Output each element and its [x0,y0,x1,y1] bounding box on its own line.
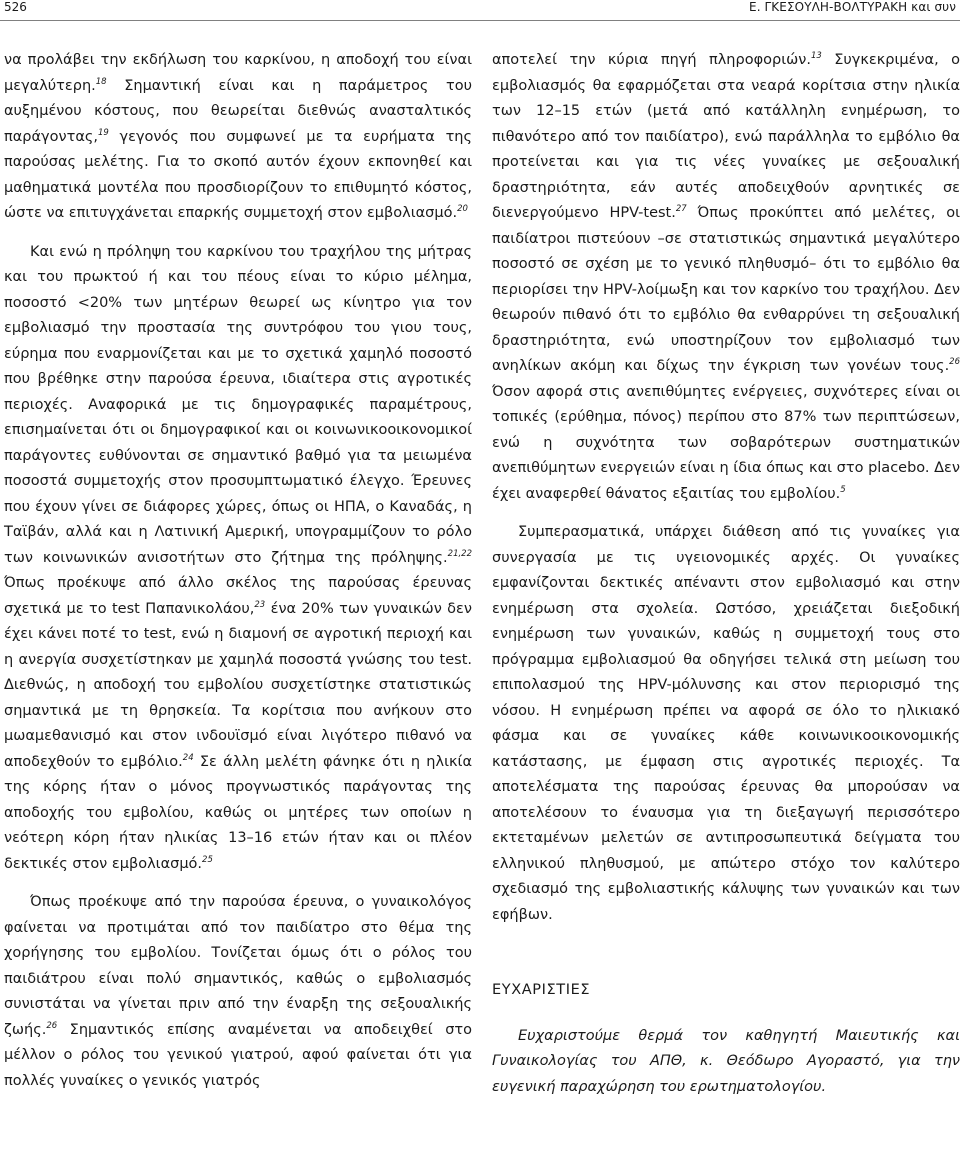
running-head: Ε. ΓΚΕΣΟΥΛΗ-ΒΟΛΤΥΡΑΚΗ και συν [749,0,956,14]
citation: 20 [457,204,468,215]
citation: 26 [46,1020,58,1031]
paragraph: αποτελεί την κύρια πηγή πληροφοριών.$^{13}$ Συγκεκριμένα, ο εμβολιασμός θα εφαρμόζεται στα νεαρά κορίτσια στην ηλικία των 12–15 ετών (μετά από κατάλληλη ενημέρωση, το πιθανότερο από τον παιδίατρο), ενώ παράλληλα το εμβόλιο θα προτείνεται και για τις νέες γυναίκες με σεξουαλική δραστηριότητα, εάν αυτές αποδειχθούν αρνητικές σε διενεργούμενο HPV-test.$^{27}$ Όπως προκύπτει από μελέτες, οι παιδίατροι πιστεύουν –σε στατιστικώς σημαντικά μεγαλύτερο ποσοστό σε σχέση με το γενικό πληθυσμό– ότι το εμβόλιο θα περιορίσει την HPV-λοίμωξη και τον καρκίνο του τραχήλου. Δεν θεωρούν πιθανό ότι το εμβόλιο θα ενθαρρύνει τη σεξουαλική δραστηριότητα, ενώ υποστηρίζουν τον εμβολιασμό των ανηλίκων ακόμη και δίχως την έγκριση των γονέων τους.$^{26}$ Όσον αφορά στις ανεπιθύμητες ενέργειες, συχνότερες είναι οι τοπικές (ερύθημα, πόνος) περίπου στο 87% των περιπτώσεων, ενώ η συχνότητα των σοβαρότερων συστηματικών ανεπιθύμητων ενεργειών είναι η ίδια όπως και στο placebo. Δεν έχει αναφερθεί θάνατος εξαιτίας του εμβολίου.$^5$ [492,51,960,502]
header-rule [0,20,960,21]
citation: 18 [95,76,107,87]
acknowledgements-text: Ευχαριστούμε θερμά τον καθηγητή Μαιευτικής και Γυναικολογίας του ΑΠΘ, κ. Θεόδωρο Αγοραστό, για την ευγενική παραχώρηση του ερωτηματολογίου. [492,1027,960,1095]
citation: 25 [202,854,213,865]
citation: 26 [949,357,960,368]
citation: 27 [675,204,687,215]
citation: 23 [254,599,266,610]
page-number: 526 [4,0,27,14]
paragraph: Όπως προέκυψε από την παρούσα έρευνα, ο γυναικολόγος φαίνεται να προτιμάται από τον παιδίατρο στο θέμα της χορήγησης του εμβολίου. Τονίζεται όμως ότι ο ρόλος του παιδιάτρου είναι πολύ σημαντικός, καθώς ο εμβολιασμός συνιστάται να γίνεται πριν από την έναρξη της σεξουαλικής ζωής.$^{26}$ Σημαντικός επίσης αναμένεται να αποδειχθεί στο μέλλον ο ρόλος του γενικού γιατρού, αφού φαίνεται ότι για πολλές γυναίκες ο γενικός γιατρός [4,894,472,1089]
left-column [4,48,472,1094]
section-heading: ΕΥΧΑΡΙΣΤΙΕΣ [492,982,591,998]
citation: 19 [98,127,109,138]
citation: 5 [840,484,846,495]
citation: 21,22 [447,548,472,559]
citation: 24 [182,752,194,763]
paragraph: Συμπερασματικά, υπάρχει διάθεση από τις γυναίκες για συνεργασία με τις υγειονομικές αρχές. Οι γυναίκες εμφανίζονται δεκτικές απέναντι στον εμβολιασμό και στην ενημέρωση στα σχολεία. Ωστόσο, χρειάζεται διεξοδική ενημέρωση των γυναικών, καθώς η συμμετοχή τους στο πρόγραμμα εμβολιασμού θα οδηγήσει τελικά στη μείωση του επιπολασμού της HPV-μόλυνσης και στον περιορισμό της νόσου. Η ενημέρωση πρέπει να αφορά σε όλο το ηλικιακό φάσμα και σε γυναίκες κάθε κοινωνικοοικονομικής κατάστασης, με έμφαση στις αγροτικές περιοχές. Τα αποτελέσματα της παρούσας έρευνας θα μπορούσαν να αποτελέσουν το έναυσμα για τη διεξαγωγή περισσότερο εκτεταμένων μελετών σε αντιπροσωπευτικά δείγματα του ελληνικού πληθυσμού, με απώτερο στόχο τον καλύτερο σχεδιασμό της εμβολιαστικής κάλυψης των γυναικών και των εφήβων. [492,524,960,923]
paragraph: Και ενώ η πρόληψη του καρκίνου του τραχήλου της μήτρας και του πρωκτού ή και του πέους είναι το κύριο μέλημα, ποσοστό <20% των μητέρων θεωρεί ως κίνητρο για τον εμβολιασμό την προστασία της συντρόφου του γιου τους, εύρημα που εναρμονίζεται και με το σχετικά χαμηλό ποσοστό που βρέθηκε στην παρούσα έρευνα, ιδιαίτερα στις αγροτικές περιοχές. Αναφορικά με τις δημογραφικές παραμέτρους, επισημαίνεται ότι οι δημογραφικοί και οι κοινωνικοοικονομικοί παράγοντες ευθύνονται σε σημαντικό βαθμό για τα μειωμένα ποσοστά συμμετοχής στον προσυμπτωματικό έλεγχο. Έρευνες που έχουν γίνει σε διάφορες χώρες, όπως οι ΗΠΑ, ο Καναδάς, η Ταϊβάν, αλλά και η Λατινική Αμερική, υπογραμμίζουν το ρόλο των κοινωνικών ανισοτήτων στο ζήτημα της πρόληψης.$^{21,22}$ Όπως προέκυψε από άλλο σκέλος της παρούσας έρευνας σχετικά με το test Παπανικολάου,$^{23}$ ένα 20% των γυναικών δεν έχει κάνει ποτέ το test, ενώ η διαμονή σε αγροτική περιοχή και η ανεργία συσχετίστηκαν με χαμηλά ποσοστά γνώσης του test. Διεθνώς, η αποδοχή του εμβολίου συσχετίστηκε στατιστικώς σημαντικά με τη θρησκεία. Τα κορίτσια που ανήκουν στο μωαμεθανισμό και στον ινδουϊσμό είναι λιγότερο πιθανό να αποδεχθούν το εμβόλιο.$^{24}$ Σε άλλη μελέτη φάνηκε ότι η ηλικία της κόρης ήταν ο μόνος προγνωστικός παράγοντας της αποδοχής του εμβολίου, καθώς οι μητέρες των οποίων η νεότερη κόρη ήταν ηλικίας 13–16 ετών ήταν και οι πλέον δεκτικές στον εμβολιασμό.$^{25}$ [4,243,472,872]
paragraph: να προλάβει την εκδήλωση του καρκίνου, η αποδοχή του είναι μεγαλύτερη.$^{18}$ Σημαντική είναι και η παράμετρος του αυξημένου κόστους, που θεωρείται διεθνώς ανασταλτικός παράγοντας,$^{19}$ γεγονός που συμφωνεί με τα ευρήματα της παρούσας μελέτης. Για το σκοπό αυτόν έχουν εκπονηθεί και μαθηματικά μοντέλα που προσδιορίζουν το επιθυμητό κόστος, ώστε να επιτυγχάνεται επαρκής συμμετοχή στον εμβολιασμό.$^{20}$ [4,52,472,221]
page-header [0,0,960,30]
right-column [492,48,960,1100]
citation: 13 [810,51,822,62]
